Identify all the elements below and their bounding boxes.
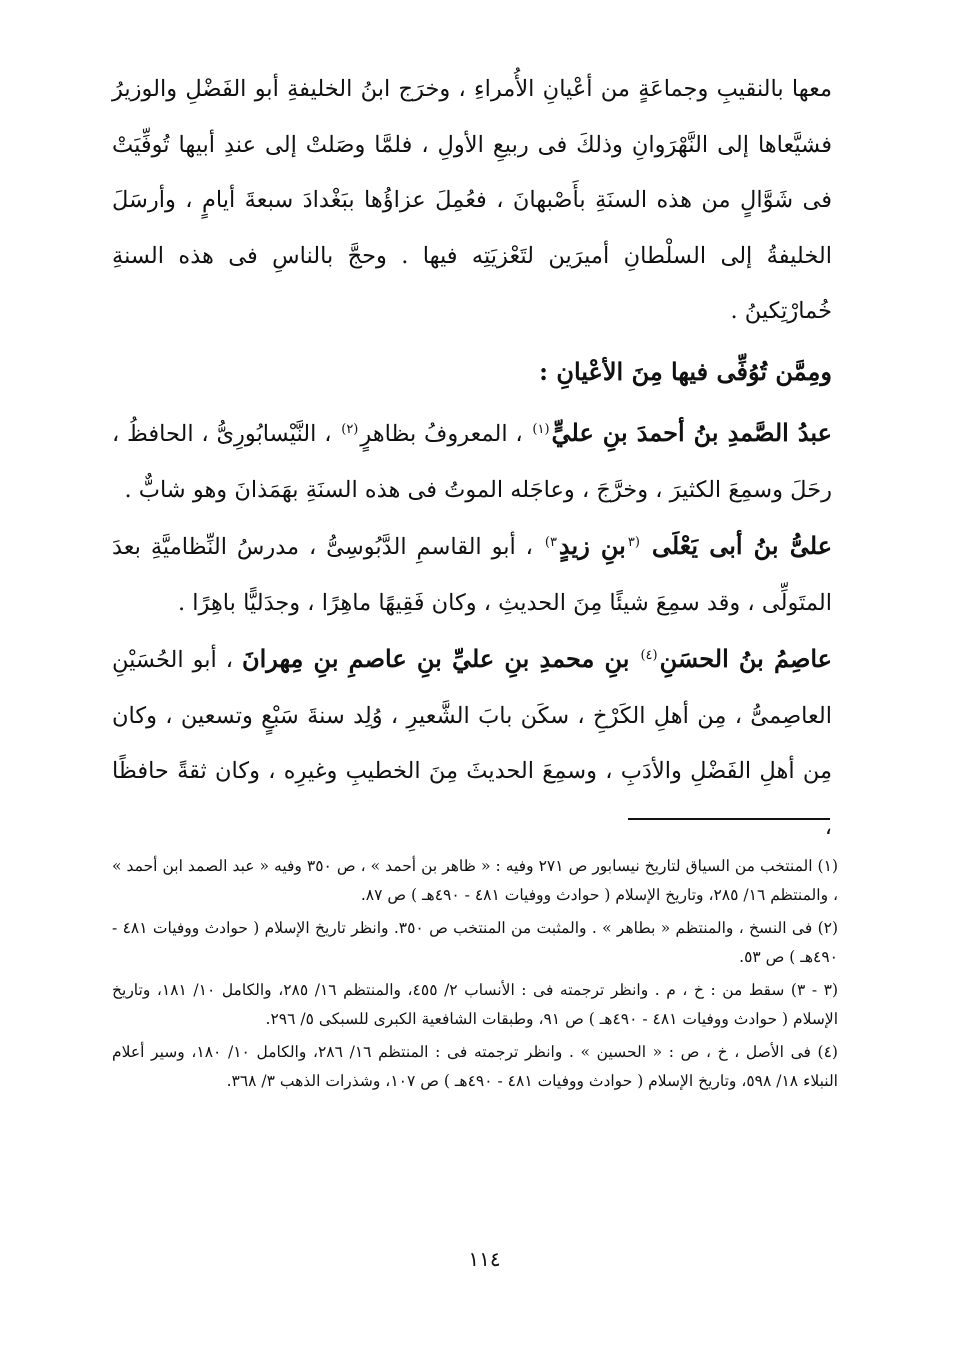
footnote-marker: (٣ [627,534,640,550]
footnote: (٤) فى الأصل ، خ ، ص : « الحسين » . وانظر ترجمته فى : المنتظم ١٦/ ٢٨٦، والكامل ١٠/ ١٨٠، وسير أعلام النبلاء ١٨/ ٥٩٨، وتاريخ الإسلام ( حوادث ووفيات ٤٨١ - ٤٩٠هـ ) ص ١٠٧، وشذرات الذهب ٣/ ٣٦٨. [112,1043,838,1090]
entry-text: ، المعروفُ بظاهرٍ [360,421,523,447]
footnote-separator [628,818,830,820]
paragraph: معها بالنقيبِ وجماعَةٍ من أعْيانِ الأُمراءِ ، وخرَج ابنُ الخليفةِ أبو الفَضْلِ والوزيرُ فشيَّعاها إلى النَّهْرَوانِ وذلكَ فى ربيعِ الأولِ ، فلمَّا وصَلتْ إلى عندِ أبيها تُوفِّيَتْ فى شَوَّالٍ من هذه السنَةِ بأَصْبهانَ ، فعُمِلَ عزاؤُها ببَغْدادَ سبعةَ أيامٍ ، وأرسَلَ الخليفةُ إلى السلْطانِ أميرَين لتَعْزيَتِه فيها . وحجَّ بالناسِ فى هذه السنةِ خُمارْتِكينُ . [112,76,832,324]
footnote: (٢) فى النسخ ، والمنتظم « بطاهر » . والمثبت من المنتخب ص ٣٥٠. وانظر تاريخ الإسلام ( حوادث ووفيات ٤٨١ - ٤٩٠هـ ) ص ٥٣. [112,919,839,966]
entry-text: ، أبو القاسمِ الدَّبُوسِىُّ ، مدرسُ النِّظاميَّةِ بعدَ المتَولِّى ، وقد سمِعَ شيئًا مِنَ الحديثِ ، وكان فَقِيهًا ماهِرًا ، وجدَليًّا باهِرًا . [112,534,832,616]
footnote: (٣ - ٣) سقط من : خ ، م . وانظر ترجمته فى : الأنساب ٢/ ٤٥٥، والمنتظم ١٦/ ٢٨٥، والكامل ١٠/ ١٨١، وتاريخ الإسلام ( حوادث ووفيات ٤٨١ - ٤٩٠هـ ) ص ٩١، وطبقات الشافعية الكبرى للسبكى ٥/ ٢٩٦. [112,981,838,1028]
entry-name: عبدُ الصَّمدِ بنُ أحمدَ بنِ عليٍّ [551,418,832,447]
footnotes [112,852,838,1100]
biography-entry-3 [112,631,832,855]
footnote-marker: (٤) [640,647,658,663]
page-number: ١١٤ [468,1247,501,1271]
main-text [112,62,832,855]
footnote-marker: (٢) [341,421,359,437]
entry-name: علىُّ بنُ أبى يَعْلَى [651,531,833,560]
entry-name-continued: بنِ زيدٍ [558,531,626,560]
section-heading: ومِمَّن تُوُفِّى فيها مِنَ الأعْيانِ : [539,356,832,386]
entry-text: ، النَّيْسابُورِىُّ ، الحافظُ ، رحَلَ وسمِعَ الكثيرَ ، وخرَّجَ ، وعاجَله الموتُ فى هذه السنَةِ بهَمَذانَ وهو شابٌّ . [112,421,832,503]
entry-name-continued: بنِ محمدِ بنِ عليِّ بنِ عاصمِ بنِ مِهرانَ [241,644,630,673]
entry-text: ، أبو الحُسَيْنِ العاصِمىُّ ، مِن أهلِ الكَرْخِ ، سكَن بابَ الشَّعيرِ ، وُلِد سنةَ سَبْعٍ وتسعين ، وكان مِن أهلِ الفَضْلِ والأدَبِ ، وسمِعَ الحديثَ مِنَ الخطيبِ وغيرِه ، وكان ثقةً حافظًا ، [112,647,832,840]
footnote-marker: ٣) [544,534,557,550]
entry-name: عاصِمُ بنُ الحسَنِ [659,644,833,673]
biography-entry-1 [112,405,832,518]
biography-entry-2 [112,518,832,631]
footnote-marker: (١) [532,421,550,437]
footnote: (١) المنتخب من السياق لتاريخ نيسابور ص ٢٧١ وفيه : « ظاهر بن أحمد » ، ص ٣٥٠ وفيه « عبد الصمد ابن أحمد » ، والمنتظم ١٦/ ٢٨٥، وتاريخ الإسلام ( حوادث ووفيات ٤٨١ - ٤٩٠هـ ) ص ٨٧. [112,857,838,904]
